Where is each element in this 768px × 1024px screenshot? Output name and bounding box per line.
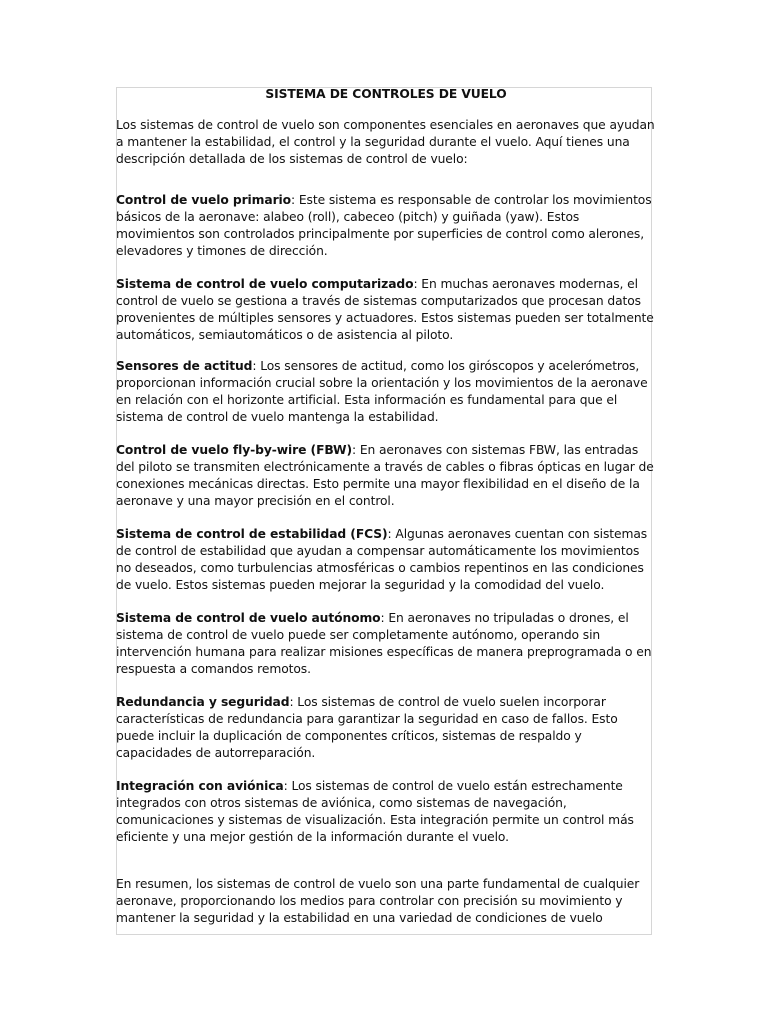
section-redundancy xyxy=(116,694,656,762)
section-term: Control de vuelo primario xyxy=(116,193,292,207)
section-fly-by-wire xyxy=(116,442,656,510)
section-term: Control de vuelo fly-by-wire (FBW) xyxy=(116,443,352,457)
section-term: Sistema de control de estabilidad (FCS) xyxy=(116,527,388,541)
section-computerized-control xyxy=(116,276,656,344)
section-term: Sistema de control de vuelo autónomo xyxy=(116,611,381,625)
section-text: : Los sistemas de control de vuelo están estrechamente integrados con otros sistemas de aviónica, como sistemas de navegación, comunicaciones y sistemas de visualización. Esta integración permite un control más eficiente y una mejor gestión de la información durante el vuelo. xyxy=(116,779,634,844)
section-autonomous-control xyxy=(116,610,656,678)
document-body xyxy=(116,86,656,927)
section-term: Integración con aviónica xyxy=(116,779,284,793)
section-text: : En muchas aeronaves modernas, el control de vuelo se gestiona a través de sistemas computarizados que procesan datos provenientes de múltiples sensores y actuadores. Estos sistemas pueden ser totalmente automáticos, semiautomáticos o de asistencia al piloto. xyxy=(116,277,654,342)
section-primary-control xyxy=(116,192,656,260)
section-text: : En aeronaves con sistemas FBW, las entradas del piloto se transmiten electrónicamente a través de cables o fibras ópticas en lugar de conexiones mecánicas directas. Esto permite una mayor flexibilidad en el diseño de la aeronave y una mayor precisión en el control. xyxy=(116,443,654,508)
section-term: Redundancia y seguridad xyxy=(116,695,290,709)
section-text: : Los sistemas de control de vuelo suelen incorporar características de redundancia para garantizar la seguridad en caso de fallos. Esto puede incluir la duplicación de componentes críticos, sistemas de respaldo y capacidades de autorreparación. xyxy=(116,695,618,760)
section-stability-control xyxy=(116,526,656,594)
document-title: SISTEMA DE CONTROLES DE VUELO xyxy=(265,87,507,101)
section-text: : Algunas aeronaves cuentan con sistemas de control de estabilidad que ayudan a compensar automáticamente los movimientos no deseados, como turbulencias atmosféricas o cambios repentinos en las condiciones de vuelo. Estos sistemas pueden mejorar la seguridad y la comodidad del vuelo. xyxy=(116,527,648,592)
section-attitude-sensors xyxy=(116,358,656,426)
section-text: : En aeronaves no tripuladas o drones, el sistema de control de vuelo puede ser completamente autónomo, operando sin intervención humana para realizar misiones específicas de manera preprogramada o en respuesta a comandos remotos. xyxy=(116,611,652,676)
section-text: : Este sistema es responsable de controlar los movimientos básicos de la aeronave: alabeo (roll), cabeceo (pitch) y guiñada (yaw). Estos movimientos son controlados principalmente por superficies de control como alerones, elevadores y timones de dirección. xyxy=(116,193,652,258)
section-avionics-integration xyxy=(116,778,656,846)
section-term: Sensores de actitud xyxy=(116,359,253,373)
section-term: Sistema de control de vuelo computarizado xyxy=(116,277,414,291)
intro-paragraph: Los sistemas de control de vuelo son componentes esenciales en aeronaves que ayudan a mantener la estabilidad, el control y la seguridad durante el vuelo. Aquí tienes una descripción detallada de los sistemas de control de vuelo: xyxy=(116,118,655,166)
section-text: : Los sensores de actitud, como los giróscopos y acelerómetros, proporcionan información crucial sobre la orientación y los movimientos de la aeronave en relación con el horizonte artificial. Esta información es fundamental para que el sistema de control de vuelo mantenga la estabilidad. xyxy=(116,359,648,424)
conclusion-paragraph: En resumen, los sistemas de control de vuelo son una parte fundamental de cualquier aeronave, proporcionando los medios para controlar con precisión su movimiento y mantener la seguridad y la estabilidad en una variedad de condiciones de vuelo xyxy=(116,877,640,925)
